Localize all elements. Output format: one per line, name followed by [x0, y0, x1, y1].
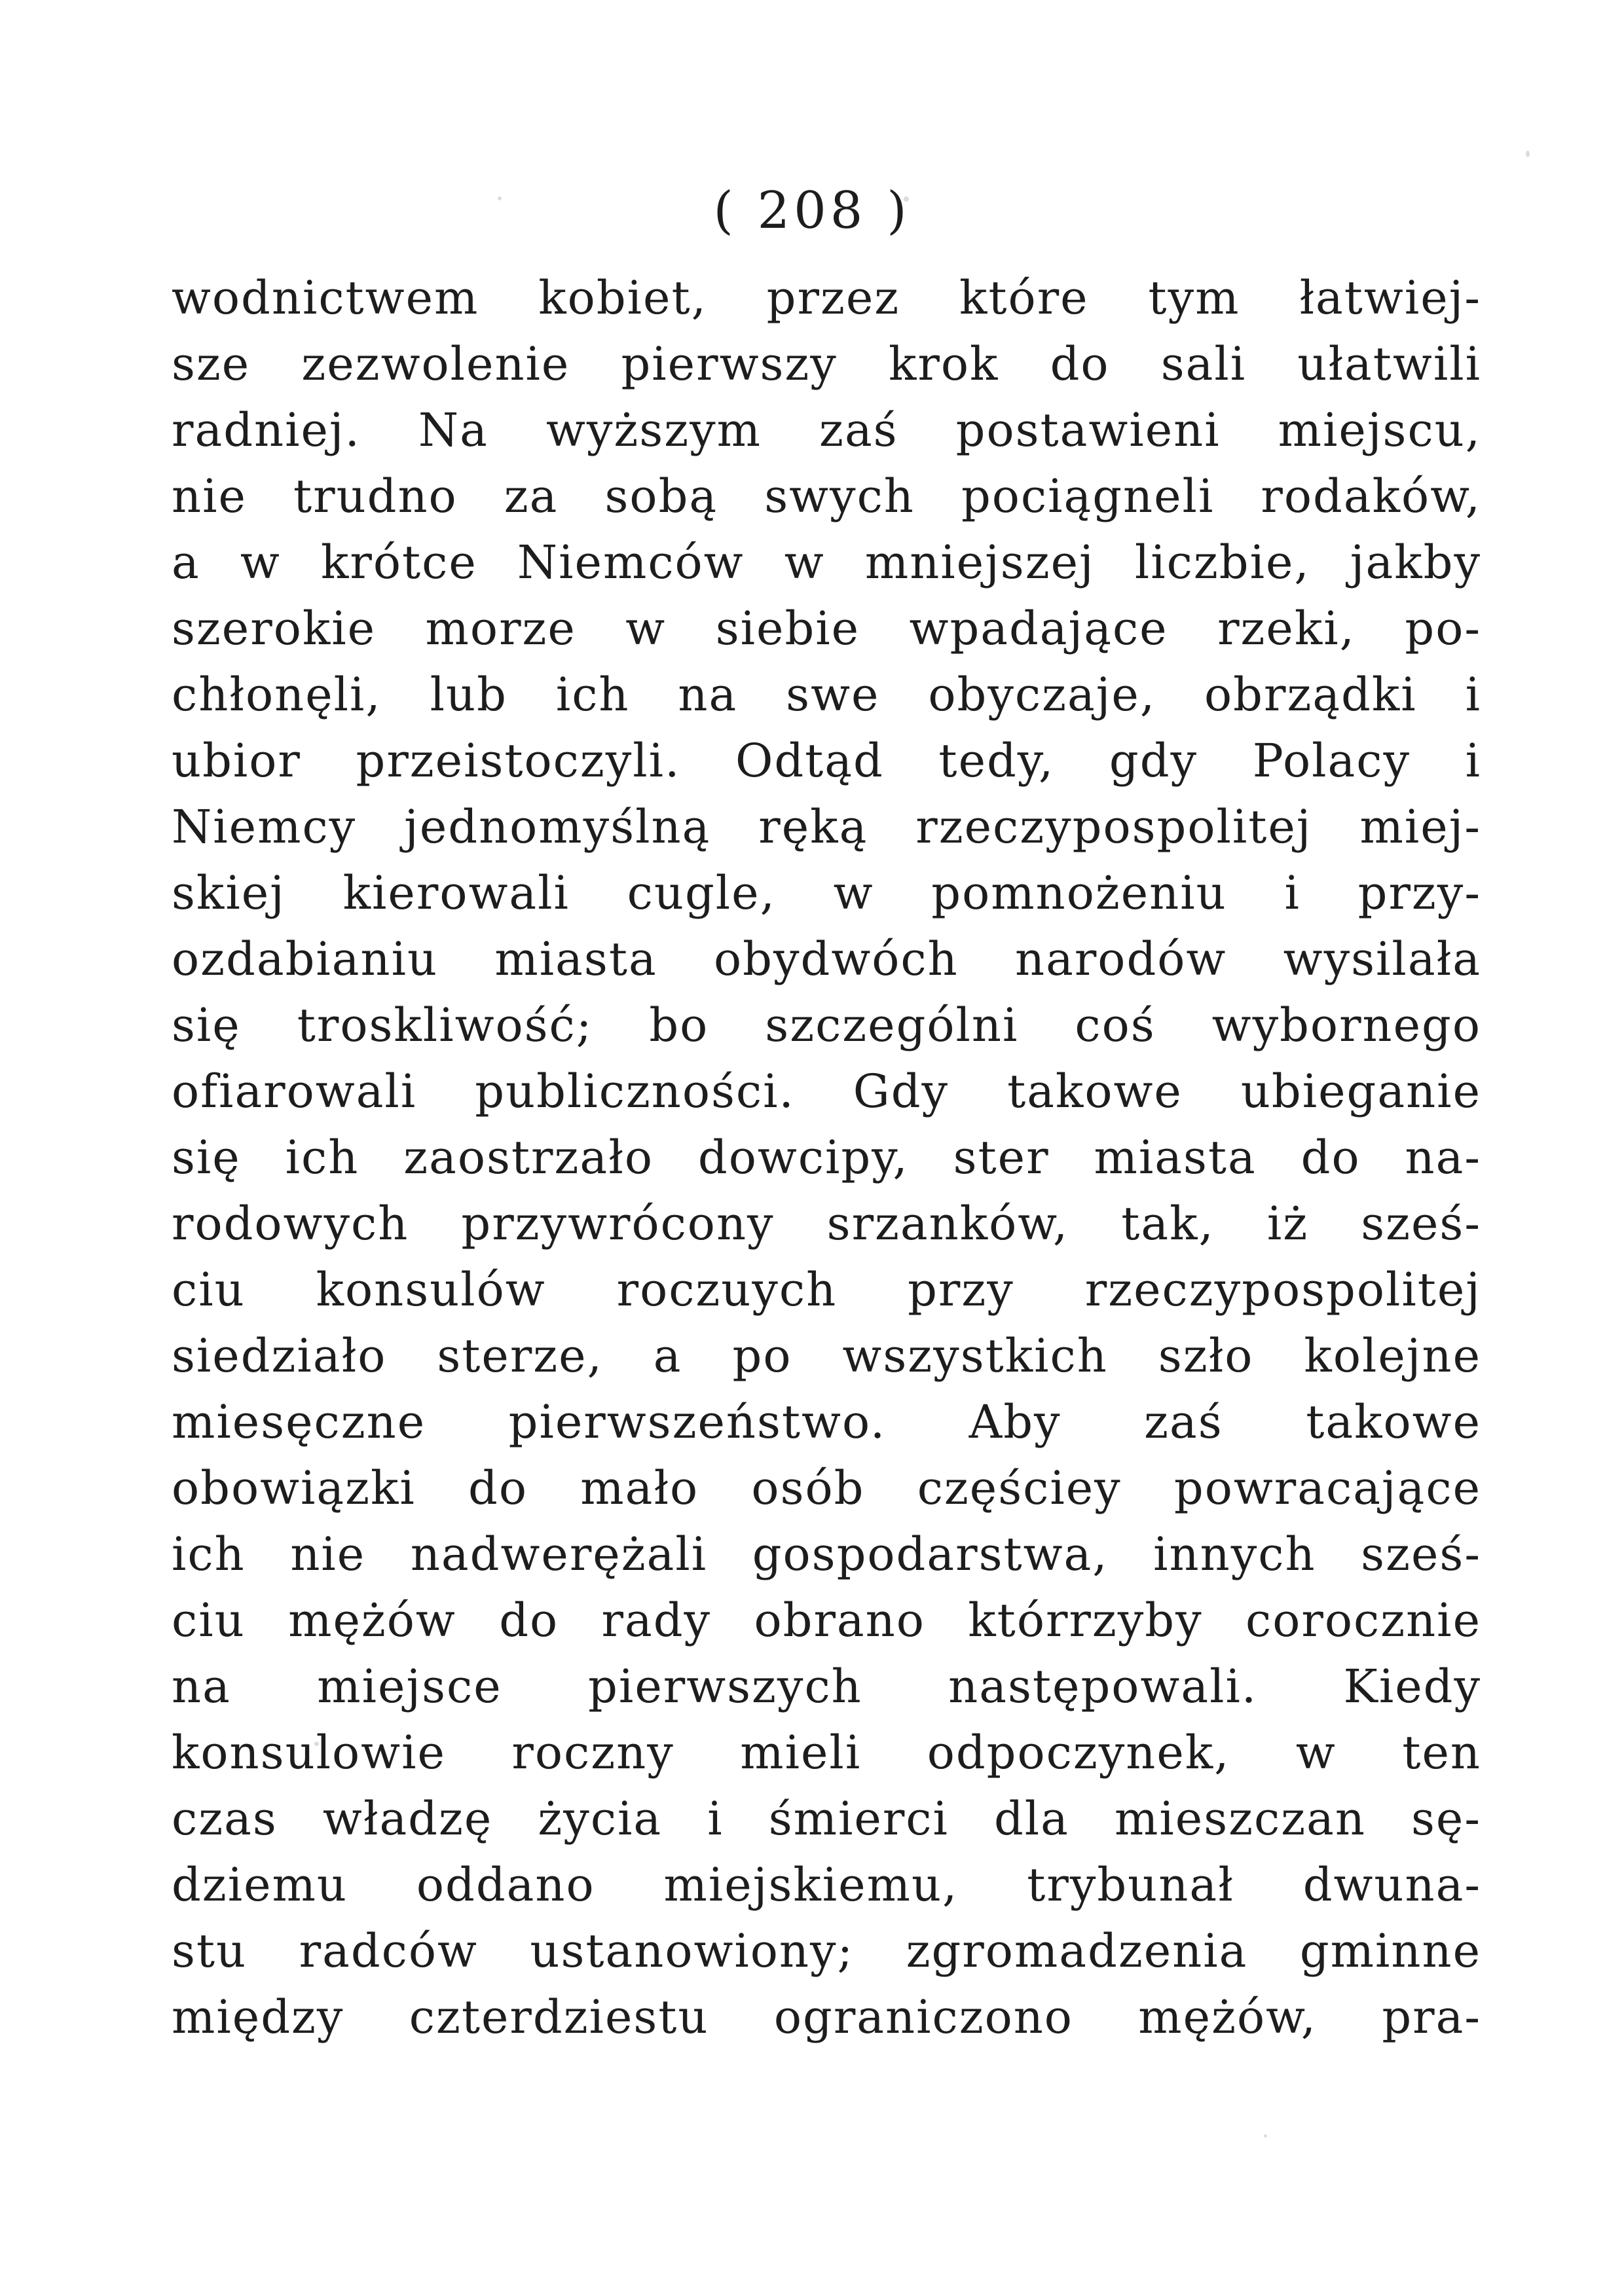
text-line: konsulowie roczny mieli odpoczynek, w ten [172, 1726, 1481, 1779]
paper-speck [1526, 151, 1530, 157]
text-line: ubior przeistoczyli. Odtąd tedy, gdy Polacy i [172, 734, 1481, 788]
text-line: stu radców ustanowiony; zgromadzenia gminne [172, 1924, 1481, 1978]
text-line: ich nie nadwerężali gospodarstwa, innych sześ- [172, 1527, 1481, 1581]
text-line: Niemcy jednomyślną ręką rzeczypospolitej miej- [172, 800, 1481, 854]
page-number: ( 208 ) [713, 181, 911, 240]
text-line: między czterdziestu ograniczono mężów, pra- [172, 1990, 1481, 2044]
text-line: ciu mężów do rady obrano którrzyby corocznie [172, 1594, 1481, 1647]
text-line: się ich zaostrzało dowcipy, ster miasta do na- [172, 1131, 1481, 1184]
text-line: radniej. Na wyższym zaś postawieni miejscu, [172, 403, 1481, 457]
body-text [172, 265, 1481, 2050]
paper-speck [498, 196, 502, 200]
text-line: ofiarowali publiczności. Gdy takowe ubieganie [172, 1065, 1481, 1118]
text-line: rodowych przywrócony srzanków, tak, iż sześ- [172, 1197, 1481, 1250]
text-line: chłonęli, lub ich na swe obyczaje, obrządki i [172, 668, 1481, 721]
text-line: się troskliwość; bo szczególni coś wybornego [172, 998, 1481, 1052]
text-line: a w krótce Niemców w mniejszej liczbie, jakby [172, 536, 1481, 589]
text-line: siedziało sterze, a po wszystkich szło kolejne [172, 1329, 1481, 1383]
paper-speck [314, 1741, 319, 1746]
paper-speck [1264, 2134, 1267, 2138]
text-line: szerokie morze w siebie wpadające rzeki, po- [172, 602, 1481, 655]
text-line: ciu konsulów roczuych przy rzeczypospolitej [172, 1263, 1481, 1317]
text-line: sze zezwolenie pierwszy krok do sali ułatwili [172, 337, 1481, 391]
text-line: dziemu oddano miejskiemu, trybunał dwuna- [172, 1858, 1481, 1912]
text-line: czas władzę życia i śmierci dla mieszczan sę- [172, 1792, 1481, 1846]
text-line: na miejsce pierwszych następowali. Kiedy [172, 1660, 1481, 1713]
text-line: skiej kierowali cugle, w pomnożeniu i przy- [172, 866, 1481, 920]
text-line: ozdabianiu miasta obydwóch narodów wysilała [172, 932, 1481, 986]
text-line: miesęczne pierwszeństwo. Aby zaś takowe [172, 1395, 1481, 1449]
text-line: obowiązki do mało osób częściey powracające [172, 1461, 1481, 1515]
text-line: wodnictwem kobiet, przez które tym łatwiej- [172, 271, 1481, 325]
paper-speck [904, 196, 909, 202]
text-line: nie trudno za sobą swych pociągneli rodaków, [172, 469, 1481, 523]
